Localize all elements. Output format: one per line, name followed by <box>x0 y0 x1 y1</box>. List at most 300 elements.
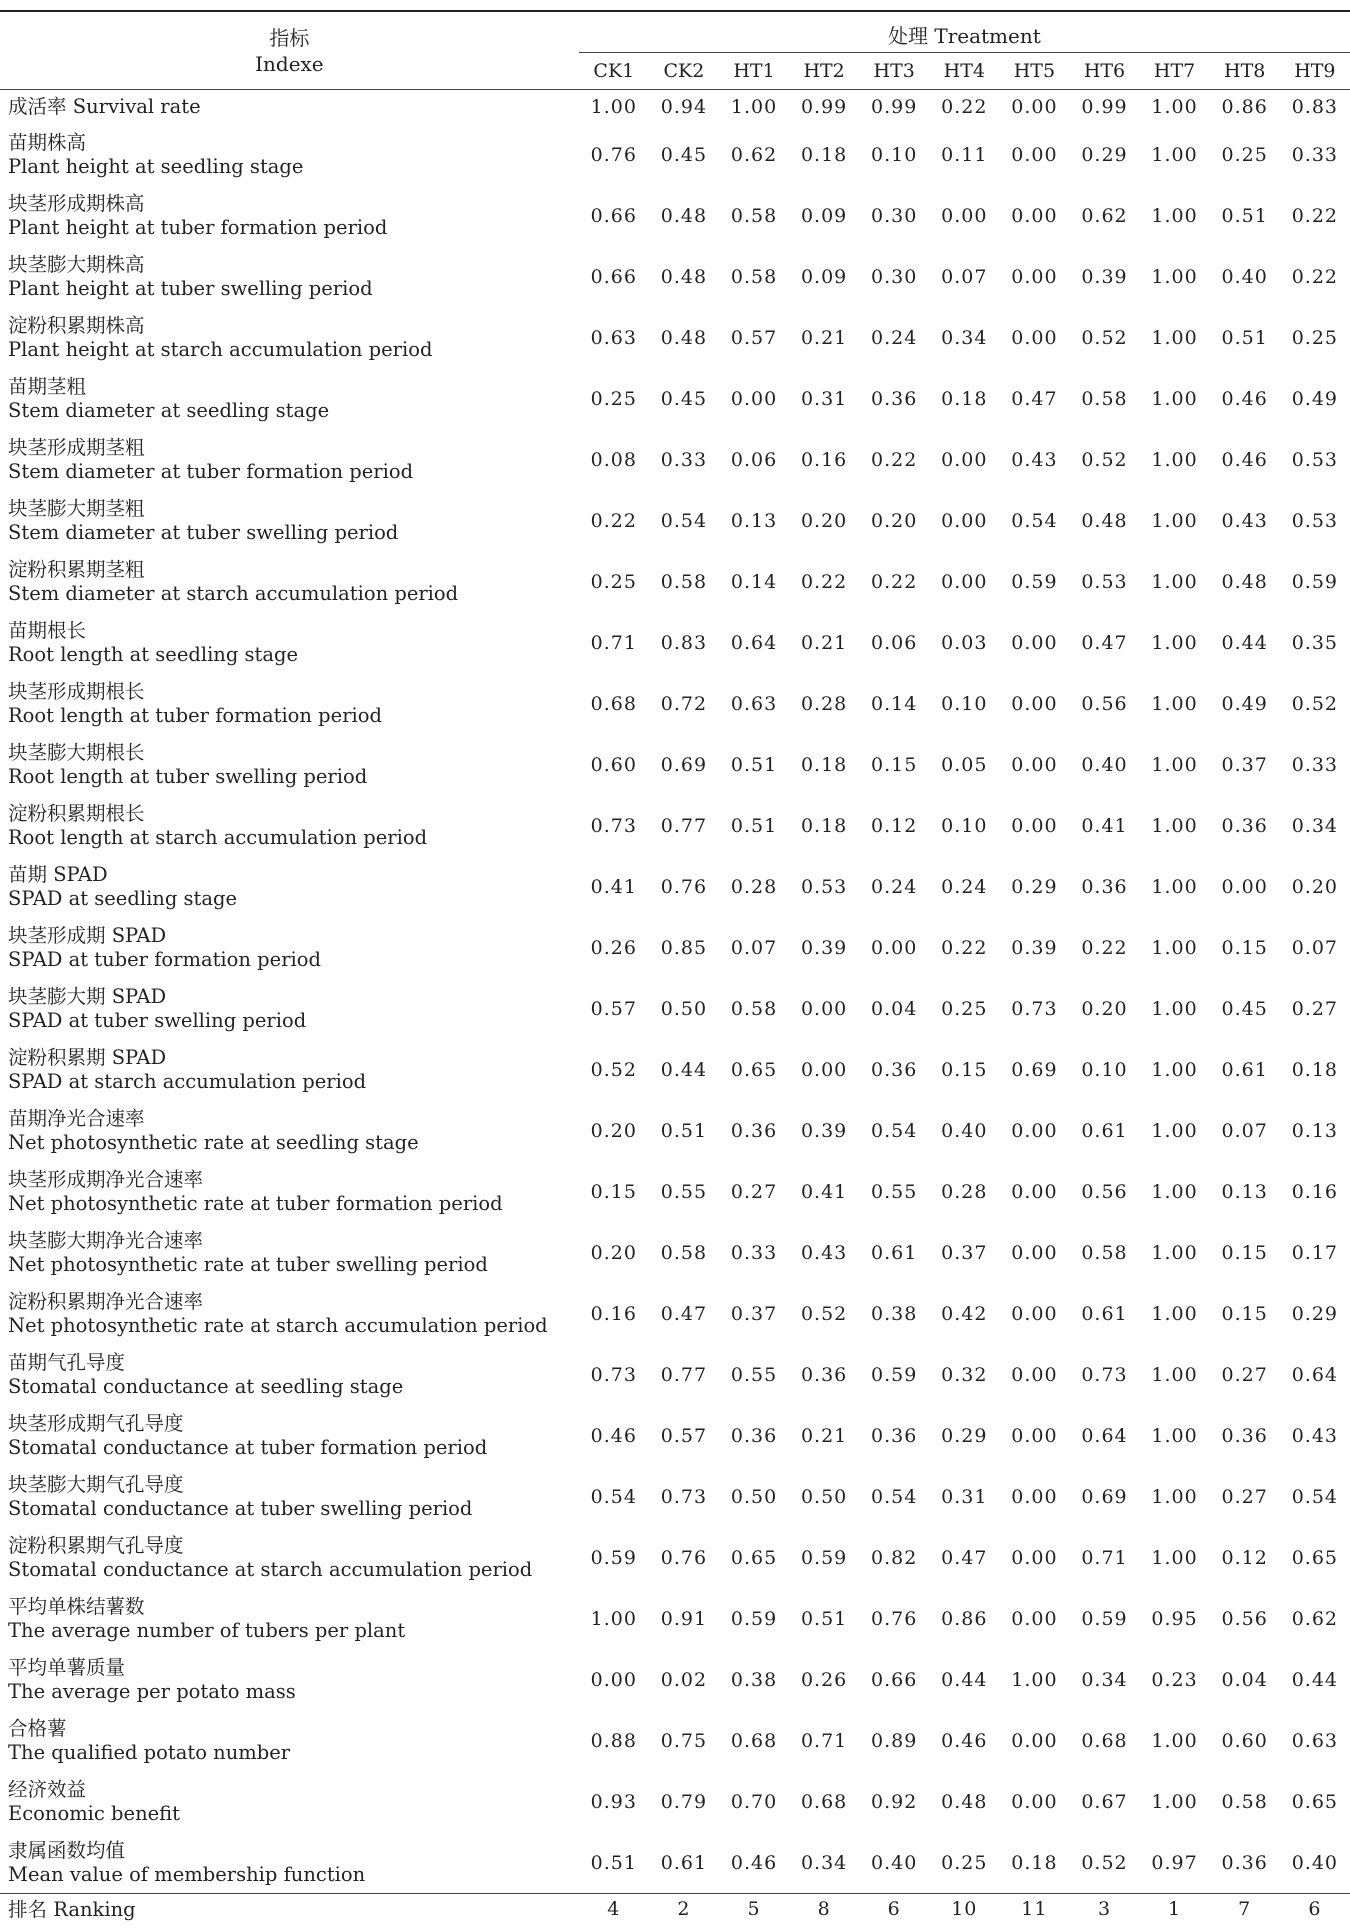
cell-value: 0.54 <box>649 490 719 551</box>
cell-value: 0.43 <box>1210 490 1280 551</box>
table-row <box>0 1466 1350 1527</box>
cell-value: 0.59 <box>1280 551 1350 612</box>
row-label-en: Stomatal conductance at seedling stage <box>8 1375 579 1399</box>
cell-value: 0.20 <box>579 1100 649 1161</box>
cell-value: 0.66 <box>579 185 649 246</box>
row-label-zh: 隶属函数均值 <box>8 1839 579 1863</box>
cell-value: 0.53 <box>1280 429 1350 490</box>
cell-value: 0.41 <box>1069 795 1139 856</box>
cell-value: 0.00 <box>999 1283 1069 1344</box>
cell-value: 0.91 <box>649 1588 719 1649</box>
ranking-value: 1 <box>1140 1894 1210 1928</box>
row-label-zh: 淀粉积累期 SPAD <box>8 1046 579 1070</box>
cell-value: 1.00 <box>1140 1100 1210 1161</box>
cell-value: 0.49 <box>1280 368 1350 429</box>
cell-value: 0.54 <box>1280 1466 1350 1527</box>
row-label-zh: 成活率 <box>8 95 67 118</box>
cell-value: 0.36 <box>789 1344 859 1405</box>
row-label-en: Stomatal conductance at tuber swelling period <box>8 1497 579 1521</box>
cell-value: 0.39 <box>999 917 1069 978</box>
table-row <box>0 1649 1350 1710</box>
cell-value: 0.61 <box>649 1832 719 1894</box>
cell-value: 0.86 <box>929 1588 999 1649</box>
ranking-value: 6 <box>859 1894 929 1928</box>
cell-value: 0.18 <box>929 368 999 429</box>
cell-value: 0.77 <box>649 795 719 856</box>
cell-value: 0.29 <box>1280 1283 1350 1344</box>
row-label-zh: 合格薯 <box>8 1717 579 1741</box>
cell-value: 0.52 <box>1069 1832 1139 1894</box>
cell-value: 0.48 <box>649 307 719 368</box>
row-label-en: Net photosynthetic rate at tuber formation period <box>8 1192 579 1216</box>
cell-value: 0.00 <box>929 185 999 246</box>
row-label-en: Root length at tuber swelling period <box>8 765 579 789</box>
cell-value: 1.00 <box>1140 856 1210 917</box>
cell-value: 0.26 <box>579 917 649 978</box>
row-label-zh: 淀粉积累期茎粗 <box>8 558 579 582</box>
cell-value: 0.00 <box>929 551 999 612</box>
cell-value: 0.72 <box>649 673 719 734</box>
cell-value: 1.00 <box>1140 673 1210 734</box>
cell-value: 0.36 <box>859 1039 929 1100</box>
cell-value: 0.22 <box>789 551 859 612</box>
cell-value: 0.69 <box>1069 1466 1139 1527</box>
row-label-en: Net photosynthetic rate at starch accumulation period <box>8 1314 579 1338</box>
cell-value: 0.73 <box>1069 1344 1139 1405</box>
cell-value: 0.36 <box>859 368 929 429</box>
cell-value: 0.94 <box>649 90 719 125</box>
cell-value: 0.09 <box>789 246 859 307</box>
cell-value: 0.36 <box>1210 795 1280 856</box>
cell-value: 0.37 <box>719 1283 789 1344</box>
cell-value: 0.53 <box>789 856 859 917</box>
cell-value: 0.93 <box>579 1771 649 1832</box>
row-label-en: Survival rate <box>73 95 201 118</box>
cell-value: 0.28 <box>929 1161 999 1222</box>
cell-value: 0.55 <box>649 1161 719 1222</box>
cell-value: 0.00 <box>719 368 789 429</box>
cell-value: 0.40 <box>859 1832 929 1894</box>
cell-value: 1.00 <box>1140 90 1210 125</box>
cell-value: 0.27 <box>1210 1466 1280 1527</box>
cell-value: 0.64 <box>1280 1344 1350 1405</box>
cell-value: 0.62 <box>1280 1588 1350 1649</box>
ranking-value: 5 <box>719 1894 789 1928</box>
cell-value: 0.18 <box>789 124 859 185</box>
row-label-en: Stomatal conductance at tuber formation period <box>8 1436 579 1460</box>
cell-value: 0.00 <box>999 1771 1069 1832</box>
column-header-ht8: HT8 <box>1210 53 1280 90</box>
cell-value: 0.58 <box>649 551 719 612</box>
cell-value: 0.43 <box>789 1222 859 1283</box>
cell-value: 1.00 <box>1140 490 1210 551</box>
cell-value: 0.00 <box>789 978 859 1039</box>
cell-value: 0.83 <box>649 612 719 673</box>
cell-value: 0.54 <box>859 1466 929 1527</box>
cell-value: 0.63 <box>579 307 649 368</box>
row-label-en: Plant height at seedling stage <box>8 155 579 179</box>
cell-value: 0.08 <box>579 429 649 490</box>
cell-value: 0.24 <box>859 856 929 917</box>
row-label-zh: 淀粉积累期净光合速率 <box>8 1290 579 1314</box>
cell-value: 0.51 <box>1210 185 1280 246</box>
cell-value: 0.36 <box>719 1405 789 1466</box>
cell-value: 0.00 <box>999 1710 1069 1771</box>
cell-value: 0.13 <box>1280 1100 1350 1161</box>
cell-value: 0.21 <box>789 612 859 673</box>
table-row <box>0 368 1350 429</box>
table-row <box>0 1588 1350 1649</box>
cell-value: 0.66 <box>579 246 649 307</box>
cell-value: 0.22 <box>859 551 929 612</box>
cell-value: 1.00 <box>1140 1710 1210 1771</box>
row-label-zh: 块茎形成期气孔导度 <box>8 1412 579 1436</box>
cell-value: 0.58 <box>719 978 789 1039</box>
row-label-zh: 经济效益 <box>8 1778 579 1802</box>
cell-value: 0.58 <box>1210 1771 1280 1832</box>
cell-value: 0.07 <box>929 246 999 307</box>
membership-table <box>0 10 1350 1928</box>
cell-value: 0.71 <box>789 1710 859 1771</box>
row-label-en: Stem diameter at seedling stage <box>8 399 579 423</box>
cell-value: 0.51 <box>1210 307 1280 368</box>
cell-value: 0.31 <box>929 1466 999 1527</box>
cell-value: 0.53 <box>1069 551 1139 612</box>
table-row <box>0 90 1350 125</box>
row-label <box>0 1039 579 1100</box>
row-label-zh: 淀粉积累期株高 <box>8 314 579 338</box>
cell-value: 0.34 <box>789 1832 859 1894</box>
cell-value: 0.13 <box>1210 1161 1280 1222</box>
row-label <box>0 90 579 125</box>
cell-value: 0.06 <box>859 612 929 673</box>
cell-value: 0.59 <box>859 1344 929 1405</box>
cell-value: 0.56 <box>1069 673 1139 734</box>
cell-value: 0.07 <box>1210 1100 1280 1161</box>
cell-value: 0.69 <box>649 734 719 795</box>
indicator-header-zh: 指标 <box>0 25 579 51</box>
table-row <box>0 612 1350 673</box>
cell-value: 0.51 <box>719 795 789 856</box>
cell-value: 0.06 <box>719 429 789 490</box>
cell-value: 0.04 <box>859 978 929 1039</box>
cell-value: 0.53 <box>1280 490 1350 551</box>
cell-value: 0.27 <box>1280 978 1350 1039</box>
cell-value: 0.59 <box>719 1588 789 1649</box>
row-label-en: Net photosynthetic rate at seedling stage <box>8 1131 579 1155</box>
cell-value: 1.00 <box>1140 124 1210 185</box>
cell-value: 0.99 <box>859 90 929 125</box>
cell-value: 1.00 <box>1140 1222 1210 1283</box>
cell-value: 0.47 <box>929 1527 999 1588</box>
ranking-row <box>0 1894 1350 1928</box>
column-header-ht4: HT4 <box>929 53 999 90</box>
cell-value: 0.37 <box>1210 734 1280 795</box>
cell-value: 1.00 <box>1140 1466 1210 1527</box>
row-label-zh: 平均单薯质量 <box>8 1656 579 1680</box>
cell-value: 0.73 <box>649 1466 719 1527</box>
cell-value: 0.63 <box>1280 1710 1350 1771</box>
cell-value: 1.00 <box>1140 1527 1210 1588</box>
cell-value: 0.24 <box>929 856 999 917</box>
table-row <box>0 978 1350 1039</box>
cell-value: 0.48 <box>929 1771 999 1832</box>
column-header-ht5: HT5 <box>999 53 1069 90</box>
cell-value: 1.00 <box>1140 795 1210 856</box>
cell-value: 0.44 <box>649 1039 719 1100</box>
row-label-zh: 块茎膨大期株高 <box>8 253 579 277</box>
cell-value: 0.59 <box>579 1527 649 1588</box>
table-row <box>0 1527 1350 1588</box>
cell-value: 0.76 <box>649 1527 719 1588</box>
row-label <box>0 1771 579 1832</box>
cell-value: 0.10 <box>859 124 929 185</box>
row-label-zh: 块茎膨大期茎粗 <box>8 497 579 521</box>
cell-value: 0.64 <box>1069 1405 1139 1466</box>
table-row <box>0 1100 1350 1161</box>
table-row <box>0 1771 1350 1832</box>
cell-value: 0.57 <box>579 978 649 1039</box>
cell-value: 0.00 <box>999 246 1069 307</box>
cell-value: 0.43 <box>999 429 1069 490</box>
cell-value: 0.48 <box>1210 551 1280 612</box>
ranking-value: 10 <box>929 1894 999 1928</box>
cell-value: 0.58 <box>1069 1222 1139 1283</box>
cell-value: 0.55 <box>859 1161 929 1222</box>
cell-value: 0.34 <box>1280 795 1350 856</box>
cell-value: 0.50 <box>649 978 719 1039</box>
cell-value: 0.65 <box>719 1527 789 1588</box>
cell-value: 0.16 <box>789 429 859 490</box>
row-label-zh: 淀粉积累期根长 <box>8 802 579 826</box>
cell-value: 0.00 <box>999 612 1069 673</box>
cell-value: 0.46 <box>579 1405 649 1466</box>
row-label-en: SPAD at seedling stage <box>8 887 579 911</box>
cell-value: 0.75 <box>649 1710 719 1771</box>
cell-value: 0.27 <box>1210 1344 1280 1405</box>
table-row <box>0 1344 1350 1405</box>
row-label <box>0 1649 579 1710</box>
cell-value: 0.76 <box>859 1588 929 1649</box>
row-label <box>0 551 579 612</box>
table-row <box>0 795 1350 856</box>
cell-value: 0.60 <box>579 734 649 795</box>
cell-value: 1.00 <box>1140 307 1210 368</box>
row-label-zh: 块茎膨大期根长 <box>8 741 579 765</box>
row-label <box>0 124 579 185</box>
row-label <box>0 1405 579 1466</box>
cell-value: 0.56 <box>1069 1161 1139 1222</box>
row-label-zh: 块茎形成期茎粗 <box>8 436 579 460</box>
cell-value: 0.00 <box>999 90 1069 125</box>
cell-value: 0.73 <box>579 1344 649 1405</box>
row-label-en: SPAD at starch accumulation period <box>8 1070 579 1094</box>
cell-value: 1.00 <box>1140 1283 1210 1344</box>
cell-value: 0.28 <box>789 673 859 734</box>
row-label <box>0 978 579 1039</box>
cell-value: 0.15 <box>1210 1283 1280 1344</box>
cell-value: 0.11 <box>929 124 999 185</box>
cell-value: 0.79 <box>649 1771 719 1832</box>
row-label-zh: 苗期根长 <box>8 619 579 643</box>
row-label-zh: 块茎膨大期 SPAD <box>8 985 579 1009</box>
row-label <box>0 856 579 917</box>
cell-value: 1.00 <box>719 90 789 125</box>
cell-value: 0.25 <box>929 978 999 1039</box>
row-label-en: Root length at seedling stage <box>8 643 579 667</box>
cell-value: 0.71 <box>579 612 649 673</box>
cell-value: 0.48 <box>649 185 719 246</box>
cell-value: 0.33 <box>1280 124 1350 185</box>
cell-value: 0.00 <box>999 185 1069 246</box>
cell-value: 0.00 <box>999 124 1069 185</box>
cell-value: 0.41 <box>579 856 649 917</box>
table-row <box>0 856 1350 917</box>
cell-value: 0.03 <box>929 612 999 673</box>
cell-value: 0.25 <box>929 1832 999 1894</box>
cell-value: 0.65 <box>719 1039 789 1100</box>
cell-value: 0.45 <box>649 368 719 429</box>
cell-value: 0.00 <box>859 917 929 978</box>
cell-value: 0.76 <box>579 124 649 185</box>
cell-value: 0.48 <box>1069 490 1139 551</box>
cell-value: 0.38 <box>859 1283 929 1344</box>
cell-value: 0.22 <box>929 90 999 125</box>
cell-value: 0.15 <box>859 734 929 795</box>
cell-value: 0.99 <box>1069 90 1139 125</box>
cell-value: 0.92 <box>859 1771 929 1832</box>
cell-value: 0.27 <box>719 1161 789 1222</box>
column-header-ht1: HT1 <box>719 53 789 90</box>
cell-value: 0.00 <box>999 1466 1069 1527</box>
table-row <box>0 1039 1350 1100</box>
cell-value: 0.77 <box>649 1344 719 1405</box>
row-label-en: The qualified potato number <box>8 1741 579 1765</box>
cell-value: 0.20 <box>1069 978 1139 1039</box>
column-header-ck1: CK1 <box>579 53 649 90</box>
cell-value: 0.22 <box>1280 246 1350 307</box>
cell-value: 0.30 <box>859 185 929 246</box>
cell-value: 0.14 <box>719 551 789 612</box>
cell-value: 0.68 <box>579 673 649 734</box>
cell-value: 0.41 <box>789 1161 859 1222</box>
cell-value: 0.46 <box>719 1832 789 1894</box>
cell-value: 0.40 <box>929 1100 999 1161</box>
cell-value: 1.00 <box>1140 551 1210 612</box>
cell-value: 0.12 <box>859 795 929 856</box>
cell-value: 0.52 <box>1069 307 1139 368</box>
cell-value: 0.68 <box>789 1771 859 1832</box>
cell-value: 0.61 <box>1210 1039 1280 1100</box>
cell-value: 0.70 <box>719 1771 789 1832</box>
table-row <box>0 673 1350 734</box>
cell-value: 0.49 <box>1210 673 1280 734</box>
column-header-ck2: CK2 <box>649 53 719 90</box>
cell-value: 0.00 <box>999 673 1069 734</box>
cell-value: 0.00 <box>929 429 999 490</box>
row-label <box>0 490 579 551</box>
indicator-header-en: Indexe <box>0 51 579 77</box>
table-row <box>0 124 1350 185</box>
row-label <box>0 1161 579 1222</box>
table-row <box>0 734 1350 795</box>
cell-value: 0.60 <box>1210 1710 1280 1771</box>
cell-value: 0.10 <box>1069 1039 1139 1100</box>
cell-value: 0.40 <box>1210 246 1280 307</box>
cell-value: 0.85 <box>649 917 719 978</box>
cell-value: 0.00 <box>999 1344 1069 1405</box>
cell-value: 0.36 <box>1210 1832 1280 1894</box>
cell-value: 0.76 <box>649 856 719 917</box>
ranking-value: 4 <box>579 1894 649 1928</box>
column-header-ht9: HT9 <box>1280 53 1350 90</box>
cell-value: 0.00 <box>999 307 1069 368</box>
table-row <box>0 1710 1350 1771</box>
row-label <box>0 734 579 795</box>
cell-value: 0.36 <box>719 1100 789 1161</box>
row-label <box>0 1344 579 1405</box>
row-label-en: SPAD at tuber formation period <box>8 948 579 972</box>
cell-value: 0.44 <box>1280 1649 1350 1710</box>
row-label-en: Root length at tuber formation period <box>8 704 579 728</box>
cell-value: 0.57 <box>649 1405 719 1466</box>
cell-value: 0.62 <box>1069 185 1139 246</box>
cell-value: 0.34 <box>929 307 999 368</box>
cell-value: 0.29 <box>1069 124 1139 185</box>
cell-value: 0.50 <box>719 1466 789 1527</box>
row-label-zh: 块茎形成期根长 <box>8 680 579 704</box>
table-row <box>0 490 1350 551</box>
row-label-zh: 苗期 SPAD <box>8 863 579 887</box>
cell-value: 0.54 <box>579 1466 649 1527</box>
cell-value: 0.44 <box>929 1649 999 1710</box>
row-label <box>0 1588 579 1649</box>
mean-row <box>0 1832 1350 1894</box>
cell-value: 0.20 <box>789 490 859 551</box>
table-row <box>0 1283 1350 1344</box>
cell-value: 0.00 <box>999 1222 1069 1283</box>
cell-value: 0.13 <box>719 490 789 551</box>
cell-value: 0.73 <box>579 795 649 856</box>
cell-value: 0.09 <box>789 185 859 246</box>
cell-value: 0.33 <box>649 429 719 490</box>
cell-value: 0.46 <box>929 1710 999 1771</box>
ranking-value: 11 <box>999 1894 1069 1928</box>
column-header-ht2: HT2 <box>789 53 859 90</box>
row-label-zh: 块茎形成期净光合速率 <box>8 1168 579 1192</box>
cell-value: 0.59 <box>999 551 1069 612</box>
cell-value: 0.52 <box>789 1283 859 1344</box>
cell-value: 0.39 <box>789 1100 859 1161</box>
cell-value: 0.00 <box>929 490 999 551</box>
cell-value: 0.61 <box>1069 1100 1139 1161</box>
ranking-value: 3 <box>1069 1894 1139 1928</box>
row-label-zh: 苗期株高 <box>8 131 579 155</box>
cell-value: 0.83 <box>1280 90 1350 125</box>
cell-value: 0.22 <box>1069 917 1139 978</box>
row-label-en: Economic benefit <box>8 1802 579 1826</box>
row-label-zh: 苗期气孔导度 <box>8 1351 579 1375</box>
row-label <box>0 917 579 978</box>
cell-value: 0.34 <box>1069 1649 1139 1710</box>
cell-value: 0.44 <box>1210 612 1280 673</box>
cell-value: 0.15 <box>1210 917 1280 978</box>
cell-value: 0.32 <box>929 1344 999 1405</box>
cell-value: 0.15 <box>929 1039 999 1100</box>
cell-value: 0.40 <box>1280 1832 1350 1894</box>
row-label <box>0 368 579 429</box>
row-label <box>0 673 579 734</box>
